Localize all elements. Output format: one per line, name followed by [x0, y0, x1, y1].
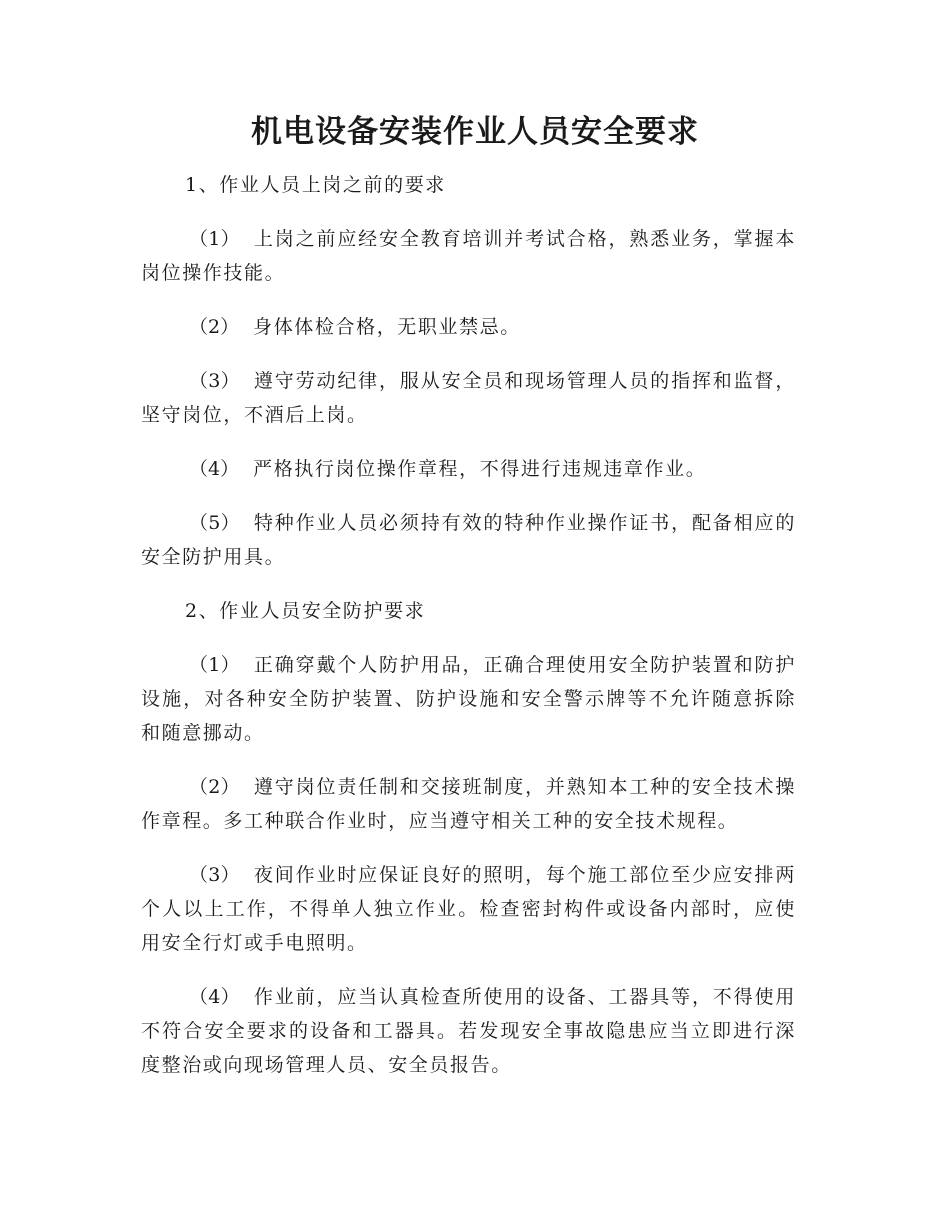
list-item	[141, 648, 796, 750]
list-item	[141, 310, 796, 344]
item-number: （5）	[189, 512, 240, 534]
item-number: （2）	[189, 316, 240, 338]
list-item	[141, 506, 796, 574]
item-text: 特种作业人员必须持有效的特种作业操作证书，配备相应的安全防护用具。	[141, 512, 796, 568]
item-text: 上岗之前应经安全教育培训并考试合格，熟悉业务，掌握本岗位操作技能。	[141, 228, 796, 284]
list-item	[141, 858, 796, 960]
item-number: （3）	[189, 864, 240, 886]
item-text: 遵守岗位责任制和交接班制度，并熟知本工种的安全技术操作章程。多工种联合作业时，应当遵守相关工种的安全技术规程。	[141, 776, 796, 832]
document-body	[141, 168, 796, 1082]
section-heading: 1、作业人员上岗之前的要求	[185, 174, 446, 196]
item-text: 严格执行岗位操作章程，不得进行违规违章作业。	[253, 458, 707, 480]
item-text: 遵守劳动纪律，服从安全员和现场管理人员的指挥和监督，坚守岗位，不酒后上岗。	[141, 370, 796, 426]
item-text: 身体体检合格，无职业禁忌。	[253, 316, 521, 338]
item-number: （1）	[189, 228, 240, 250]
item-text: 作业前，应当认真检查所使用的设备、工器具等，不得使用不符合安全要求的设备和工器具。若发现安全事故隐患应当立即进行深度整治或向现场管理人员、安全员报告。	[141, 986, 796, 1076]
list-item	[141, 452, 796, 486]
item-text: 夜间作业时应保证良好的照明，每个施工部位至少应安排两个人以上工作，不得单人独立作业。检查密封构件或设备内部时，应使用安全行灯或手电照明。	[141, 864, 796, 954]
item-number: （4）	[189, 458, 240, 480]
item-number: （1）	[189, 654, 240, 676]
list-item	[141, 364, 796, 432]
item-text: 正确穿戴个人防护用品，正确合理使用安全防护装置和防护设施，对各种安全防护装置、防护设施和安全警示牌等不允许随意拆除和随意挪动。	[141, 654, 796, 744]
section-heading: 2、作业人员安全防护要求	[185, 600, 426, 622]
item-number: （4）	[189, 986, 240, 1008]
item-number: （3）	[189, 370, 240, 392]
list-item	[141, 222, 796, 290]
item-number: （2）	[189, 776, 240, 798]
list-item	[141, 980, 796, 1082]
list-item	[141, 770, 796, 838]
document-title: 机电设备安装作业人员安全要求	[251, 114, 699, 150]
